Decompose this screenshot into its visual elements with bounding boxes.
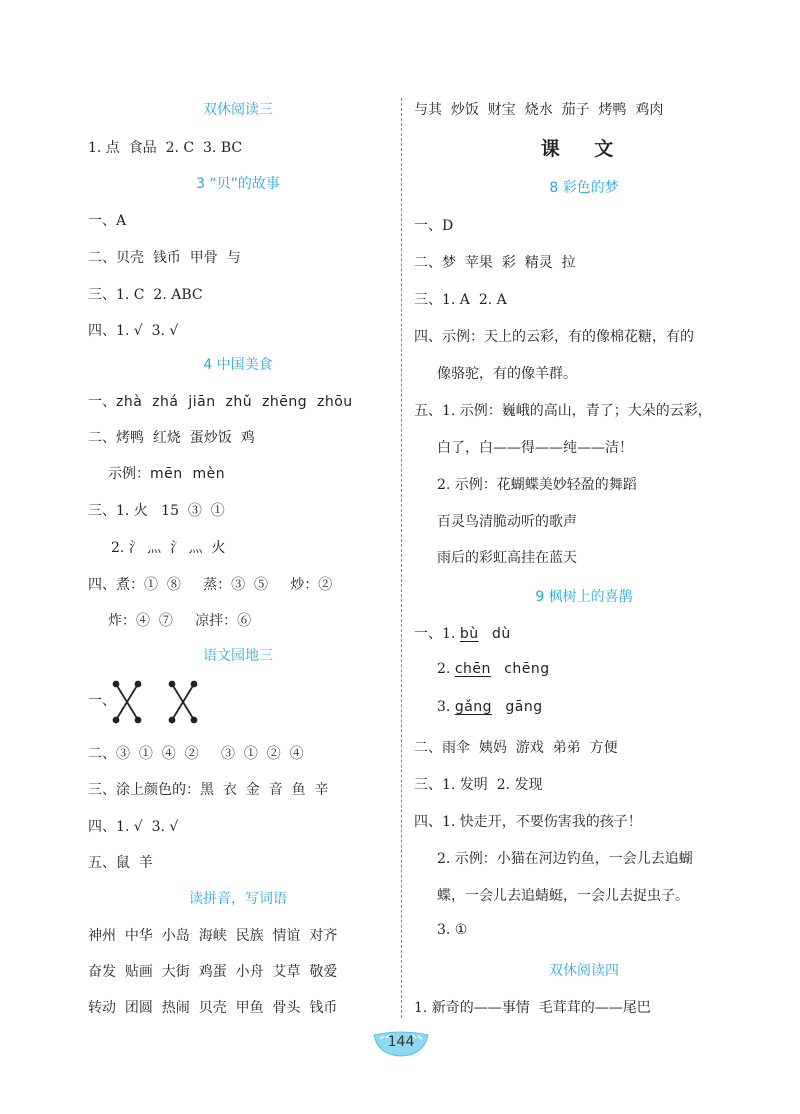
answer-line: 三、1. 火 15 ③ ①: [88, 503, 225, 519]
pinyin-option: gāng: [505, 699, 543, 715]
answer-line: 四、1. √ 3. √: [88, 819, 179, 835]
answer-line: 一、A: [88, 213, 127, 229]
answer-line: 1. 点 食品 2. C 3. BC: [88, 140, 243, 156]
pinyin-underlined: gǎng: [454, 699, 493, 715]
answer-line: 2. 示例：小猫在河边钓鱼，一会儿去追蝴: [437, 851, 693, 867]
answer-line: 一、D: [414, 218, 454, 234]
answer-line: 五、1. 示例：巍峨的高山，青了；大朵的云彩，: [414, 403, 712, 419]
section-title: 8 彩色的梦: [549, 180, 619, 196]
pinyin-option: dù: [491, 626, 511, 642]
answer-line: 四、煮：① ⑧ 蒸：③ ⑤ 炒：②: [88, 577, 333, 593]
answer-line: 炸：④ ⑦ 凉拌：⑥: [108, 613, 252, 629]
column-divider: [401, 98, 402, 1018]
example-label: 示例：: [108, 466, 150, 482]
section-title: 语文园地三: [203, 648, 273, 664]
answer-line: [437, 699, 543, 715]
pinyin-underlined: chēn: [454, 661, 491, 677]
matching-lines-diagram: [168, 680, 198, 724]
answer-line: 三、1. A 2. A: [414, 292, 507, 308]
answer-line: [108, 463, 225, 483]
section-title: 9 枫树上的喜鹊: [535, 589, 633, 605]
answer-line: [414, 623, 511, 643]
pinyin-option: chēng: [504, 661, 550, 677]
answer-line: 二、贝壳 钱币 甲骨 与: [88, 250, 241, 266]
answer-line: 五、鼠 羊: [88, 855, 153, 871]
answer-line: 二、③ ① ④ ② ③ ① ② ④: [88, 746, 304, 762]
section-title: 双休阅读四: [549, 963, 619, 979]
answer-line: 神州 中华 小岛 海峡 民族 情谊 对齐: [88, 928, 338, 944]
answer-label: 一、: [88, 394, 116, 410]
answer-line: 2. 示例：花蝴蝶美妙轻盈的舞蹈: [437, 477, 637, 493]
section-heading: 课 文: [540, 138, 628, 160]
answer-line: 四、示例：天上的云彩，有的像棉花糖，有的: [414, 329, 694, 345]
answer-line: 1. 新奇的——事情 毛茸茸的——尾巴: [414, 1000, 651, 1016]
answer-line: [88, 391, 353, 411]
section-title: 4 中国美食: [203, 357, 273, 373]
answer-line: 2. 氵 灬 氵 灬 火: [111, 540, 226, 556]
answer-line: 白了，白——得——纯——洁！: [437, 440, 633, 456]
answer-line: 四、1. 快走开，不要伤害我的孩子！: [414, 814, 642, 830]
answer-line: 四、1. √ 3. √: [88, 323, 179, 339]
answer-line: 二、雨伞 姨妈 游戏 弟弟 方便: [414, 740, 618, 756]
answer-line: 二、烤鸭 红烧 蛋炒饭 鸡: [88, 430, 255, 446]
pinyin-answers: zhà zhá jiān zhǔ zhēng zhōu: [116, 394, 353, 410]
page-number: 144: [387, 1034, 415, 1050]
section-title: 双休阅读三: [203, 102, 273, 118]
section-title: 读拼音，写词语: [189, 891, 287, 907]
answer-line: 像骆驼，有的像羊群。: [437, 366, 577, 382]
answer-label: 2.: [437, 661, 455, 677]
answer-line: 转动 团圆 热闹 贝壳 甲鱼 骨头 钱币: [88, 1000, 338, 1016]
answer-label: 3.: [437, 699, 455, 715]
answer-line: 蝶，一会儿去追蜻蜓，一会儿去捉虫子。: [437, 888, 689, 904]
answer-line: 三、1. 发明 2. 发现: [414, 777, 543, 793]
pinyin-example: mēn mèn: [150, 466, 226, 482]
answer-line: 3. ①: [437, 922, 468, 938]
section-title: 3 “贝”的故事: [196, 176, 280, 192]
answer-label: 一、1.: [414, 626, 460, 642]
answer-line: 奋发 贴画 大街 鸡蛋 小舟 艾草 敬爱: [88, 964, 338, 980]
answer-line: 二、梦 苹果 彩 精灵 拉: [414, 255, 576, 271]
answer-line: 与其 炒饭 财宝 烧水 茄子 烤鸭 鸡肉: [414, 102, 664, 118]
answer-line: 百灵鸟清脆动听的歌声: [437, 514, 577, 530]
answer-line: 雨后的彩虹高挂在蓝天: [437, 550, 577, 566]
answer-line: [437, 661, 550, 677]
pinyin-underlined: bù: [459, 626, 479, 642]
answer-line: 三、涂上颜色的：黑 衣 金 音 鱼 辛: [88, 782, 329, 798]
answer-line: 一、: [88, 693, 116, 709]
matching-lines-diagram: [112, 680, 142, 724]
answer-line: 三、1. C 2. ABC: [88, 287, 203, 303]
page-number-badge: [372, 1027, 430, 1057]
